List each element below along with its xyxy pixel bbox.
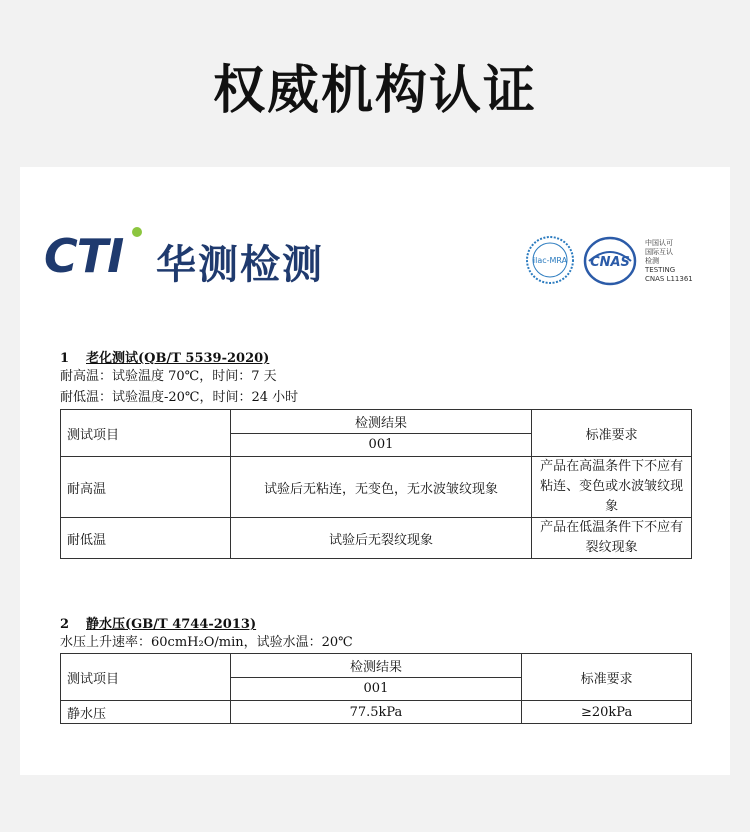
row-result: 77.5kPa bbox=[230, 701, 522, 724]
hydrostatic-results-table bbox=[60, 653, 692, 724]
header-standard: 标准要求 bbox=[522, 654, 692, 701]
cti-logo-letters: CTI bbox=[44, 229, 124, 283]
test-condition-note: 耐高温：试验温度 70℃，时间：7 天 bbox=[60, 369, 277, 384]
section-title: 老化测试(QB/T 5539-2020) bbox=[86, 351, 270, 366]
ilac-mra-seal bbox=[525, 235, 575, 285]
table-row bbox=[61, 518, 692, 559]
cert-line: 检测 bbox=[645, 257, 659, 265]
row-item: 静水压 bbox=[61, 701, 231, 724]
cnas-text: CNAS bbox=[590, 255, 630, 270]
section-aging-test bbox=[60, 347, 692, 559]
section-title: 静水压(GB/T 4744-2013) bbox=[86, 617, 257, 632]
row-standard: ≥20kPa bbox=[522, 701, 692, 724]
row-item: 耐低温 bbox=[61, 518, 231, 559]
test-condition-note: 耐低温：试验温度-20℃，时间：24 小时 bbox=[60, 390, 299, 405]
table-row bbox=[61, 457, 692, 518]
ilac-mra-text: ilac-MRA bbox=[532, 256, 568, 265]
header-standard: 标准要求 bbox=[532, 410, 692, 457]
section-heading bbox=[60, 613, 692, 632]
header-sample-id: 001 bbox=[230, 677, 522, 701]
section-heading bbox=[60, 347, 692, 366]
header-result: 检测结果 bbox=[230, 654, 522, 678]
header-item: 测试项目 bbox=[61, 654, 231, 701]
page-title: 权威机构认证 bbox=[212, 61, 537, 121]
aging-results-table bbox=[60, 409, 692, 559]
cnas-seal bbox=[583, 235, 637, 287]
logo-row bbox=[20, 167, 730, 317]
header-item: 测试项目 bbox=[61, 410, 231, 457]
header-result: 检测结果 bbox=[230, 410, 532, 434]
row-standard: 产品在高温条件下不应有粘连、变色或水波皱纹现象 bbox=[532, 457, 692, 518]
accreditation-marks bbox=[525, 235, 725, 291]
cert-line: CNAS L11361 bbox=[645, 275, 693, 283]
row-standard: 产品在低温条件下不应有裂纹现象 bbox=[532, 518, 692, 559]
section-number: 1 bbox=[60, 351, 70, 366]
row-result: 试验后无粘连，无变色，无水波皱纹现象 bbox=[230, 457, 532, 518]
section-number: 2 bbox=[60, 617, 70, 632]
cert-line: 中国认可 bbox=[645, 239, 673, 247]
section-hydrostatic-test bbox=[60, 613, 692, 724]
row-item: 耐高温 bbox=[61, 457, 231, 518]
cti-logo-dot bbox=[132, 227, 142, 237]
cert-line: 国际互认 bbox=[645, 248, 673, 256]
cti-logo bbox=[44, 227, 344, 287]
cti-logo-chinese: 华测检测 bbox=[156, 242, 324, 288]
header-sample-id: 001 bbox=[230, 433, 532, 457]
certificate-card bbox=[20, 167, 730, 775]
row-result: 试验后无裂纹现象 bbox=[230, 518, 532, 559]
test-condition-note: 水压上升速率：60cmH₂O/min，试验水温：20℃ bbox=[60, 635, 353, 650]
cert-text bbox=[645, 239, 693, 284]
cert-line: TESTING bbox=[645, 266, 676, 274]
table-row bbox=[61, 701, 692, 724]
